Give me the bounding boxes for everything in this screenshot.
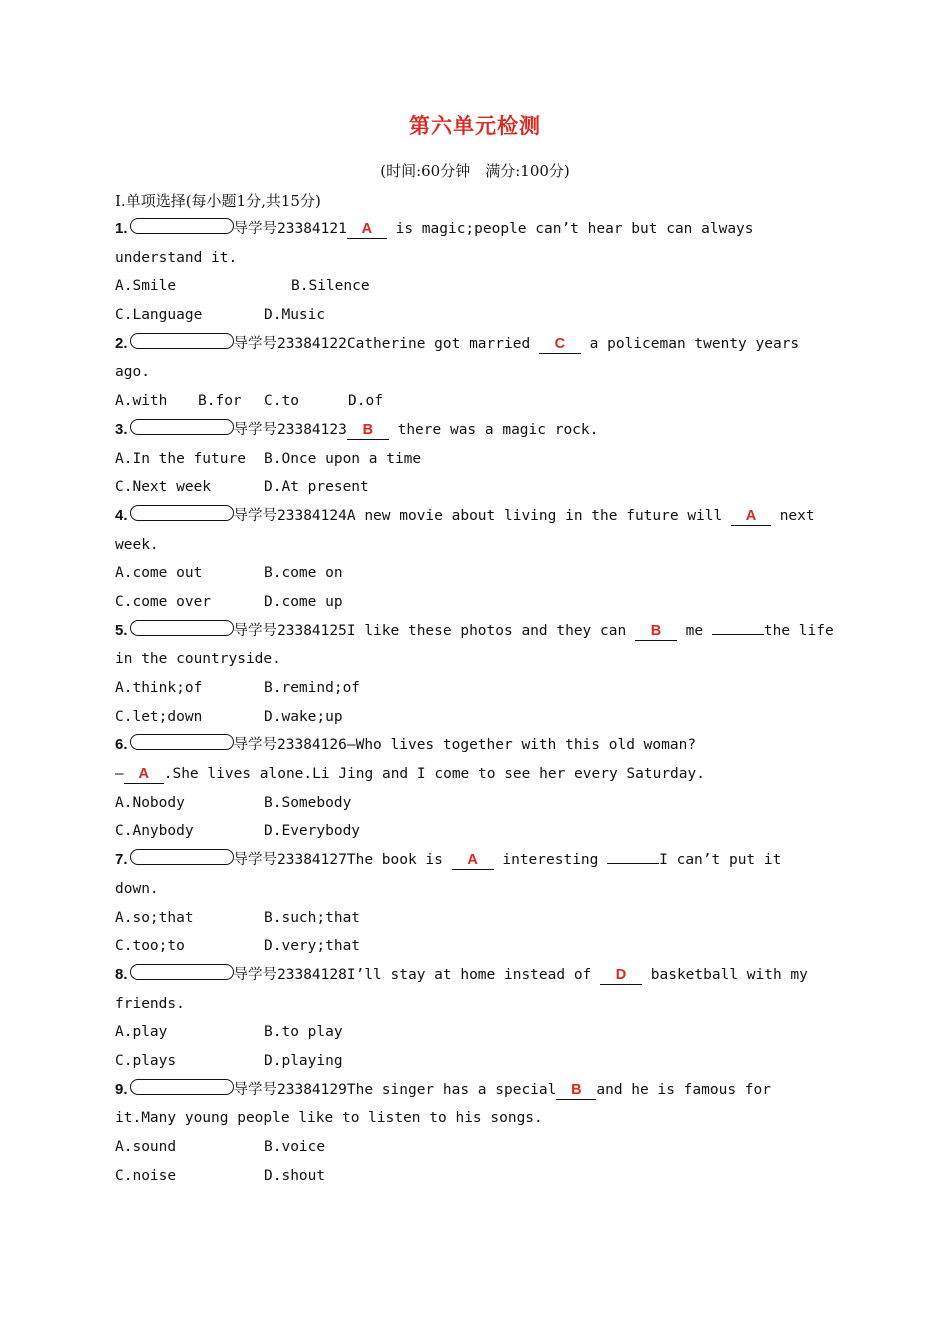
option: D.of xyxy=(348,393,383,410)
page-title: 第六单元检测 xyxy=(409,113,541,138)
options-row xyxy=(115,703,835,732)
guide-code: 导学号23384125 xyxy=(233,622,347,639)
option: D.Music xyxy=(264,307,326,324)
question-list xyxy=(115,215,835,1190)
question-number: 5. xyxy=(115,621,128,639)
options-row xyxy=(115,904,835,933)
question-text: is magic;people can’t hear but can always xyxy=(386,221,754,237)
option: A.Smile xyxy=(115,278,177,295)
question-number: 2. xyxy=(115,334,128,352)
question-text: .She lives alone.Li Jing and I come to see her every Saturday. xyxy=(163,766,705,783)
question-number: 8. xyxy=(115,965,128,983)
question-number: 6. xyxy=(115,736,128,754)
guide-code: 导学号23384127 xyxy=(233,852,347,869)
question-number: 9. xyxy=(115,1080,128,1098)
options-row xyxy=(115,1018,835,1047)
answer-blank: C xyxy=(539,335,581,354)
option: B.such;that xyxy=(264,909,361,926)
question-continuation: week. xyxy=(115,536,159,553)
options-row xyxy=(115,789,835,818)
answer-blank: D xyxy=(600,966,642,985)
options-row xyxy=(115,387,835,416)
question-text: there was a magic rock. xyxy=(388,421,599,438)
option: B.to play xyxy=(264,1024,343,1041)
options-row xyxy=(115,445,835,474)
answer-blank: B xyxy=(347,421,389,440)
question-1 xyxy=(115,215,835,244)
options-row xyxy=(115,674,835,703)
id-pill-box xyxy=(130,505,234,521)
option: A.play xyxy=(115,1024,168,1041)
id-pill-box xyxy=(130,964,234,980)
question-7 xyxy=(115,846,835,875)
option: B.for xyxy=(198,393,242,410)
question-text: basketball with my xyxy=(642,966,808,983)
id-pill-box xyxy=(130,419,234,435)
answer-blank: A xyxy=(731,507,771,526)
options-row xyxy=(115,1133,835,1162)
question-5 xyxy=(115,617,835,646)
answer-blank: B xyxy=(635,622,677,641)
id-pill-box xyxy=(130,333,234,349)
options-row xyxy=(115,932,835,961)
option: B.Once upon a time xyxy=(264,450,422,467)
option: D.very;that xyxy=(264,938,361,955)
option: A.so;that xyxy=(115,909,194,926)
option: D.Everybody xyxy=(264,823,361,840)
question-continuation: ago. xyxy=(115,364,150,381)
empty-blank xyxy=(712,634,764,635)
guide-code: 导学号23384121 xyxy=(233,221,347,237)
id-pill-box xyxy=(130,620,234,636)
answer-blank: B xyxy=(556,1081,596,1100)
options-row xyxy=(115,1162,835,1191)
question-text: I’ll stay at home instead of xyxy=(346,966,601,983)
guide-code: 导学号23384129 xyxy=(233,1081,347,1098)
section-heading: Ⅰ.单项选择(每小题1分,共15分) xyxy=(115,192,321,210)
guide-code: 导学号23384128 xyxy=(233,966,347,983)
guide-code: 导学号23384123 xyxy=(233,421,347,438)
question-text: —Who lives together with this old woman? xyxy=(346,737,697,754)
option: C.too;to xyxy=(115,938,185,955)
option: A.Nobody xyxy=(115,794,185,811)
options-row xyxy=(115,559,835,588)
question-text: Catherine got married xyxy=(346,335,539,352)
option: A.come out xyxy=(115,565,203,582)
option: A.with xyxy=(115,393,168,410)
option: D.At present xyxy=(264,479,369,496)
question-continuation: understand it. xyxy=(115,249,238,266)
option: A.sound xyxy=(115,1139,177,1155)
option: C.come over xyxy=(115,593,212,610)
option: D.shout xyxy=(264,1167,326,1184)
question-text: a policeman twenty years xyxy=(580,335,800,352)
options-row xyxy=(115,272,835,301)
id-pill-box xyxy=(130,1079,234,1095)
option: B.Silence xyxy=(291,278,370,295)
option: C.plays xyxy=(115,1052,177,1069)
option: C.Anybody xyxy=(115,823,194,840)
question-3 xyxy=(115,416,835,445)
answer-blank: A xyxy=(124,765,164,784)
empty-blank xyxy=(607,863,659,864)
option: C.to xyxy=(264,393,299,410)
option: B.Somebody xyxy=(264,794,352,811)
question-continuation: friends. xyxy=(115,995,185,1012)
options-row xyxy=(115,301,835,330)
question-text: and he is famous for xyxy=(596,1081,771,1098)
question-2 xyxy=(115,330,835,359)
option: C.let;down xyxy=(115,708,203,725)
option: C.Next week xyxy=(115,479,212,496)
question-6 xyxy=(115,731,835,760)
question-9 xyxy=(115,1076,835,1105)
option: B.voice xyxy=(264,1139,326,1155)
option: D.come up xyxy=(264,593,343,610)
question-8 xyxy=(115,961,835,990)
option: A.In the future xyxy=(115,450,246,467)
question-text: interesting xyxy=(493,852,608,869)
question-text: I can’t put it xyxy=(659,852,782,869)
id-pill-box xyxy=(130,734,234,750)
option: C.noise xyxy=(115,1167,177,1184)
options-row xyxy=(115,817,835,846)
id-pill-box xyxy=(130,849,234,865)
guide-code: 导学号23384124 xyxy=(233,507,347,524)
question-continuation: in the countryside. xyxy=(115,651,281,668)
question-number: 7. xyxy=(115,851,128,869)
answer-blank: A xyxy=(347,220,387,239)
option: C.Language xyxy=(115,307,203,324)
options-row xyxy=(115,1047,835,1076)
question-4 xyxy=(115,502,835,531)
question-text: The book is xyxy=(346,852,452,869)
question-text: next xyxy=(770,507,815,524)
option: D.wake;up xyxy=(264,708,343,725)
exam-info: (时间:60分钟 满分:100分) xyxy=(380,162,570,180)
option: B.remind;of xyxy=(264,680,361,696)
question-number: 3. xyxy=(115,420,128,438)
question-text: A new movie about living in the future will xyxy=(346,507,731,524)
question-text: the life xyxy=(763,622,834,639)
question-text: I like these photos and they can xyxy=(346,622,635,639)
id-pill-box xyxy=(130,218,234,234)
question-number: 1. xyxy=(115,220,128,237)
option: D.playing xyxy=(264,1052,343,1069)
options-row xyxy=(115,473,835,502)
question-continuation: — A .She lives alone.Li Jing and I come to see her every Saturday. xyxy=(115,766,705,783)
question-continuation: down. xyxy=(115,880,159,897)
options-row xyxy=(115,588,835,617)
option: B.come on xyxy=(264,565,343,582)
option: A.think;of xyxy=(115,680,203,696)
question-text: me xyxy=(676,622,712,639)
question-number: 4. xyxy=(115,506,128,524)
guide-code: 导学号23384122 xyxy=(233,335,347,352)
guide-code: 导学号23384126 xyxy=(233,737,347,754)
question-text: The singer has a special xyxy=(346,1081,557,1098)
question-continuation: it.Many young people like to listen to his songs. xyxy=(115,1110,543,1127)
answer-blank: A xyxy=(452,851,494,870)
